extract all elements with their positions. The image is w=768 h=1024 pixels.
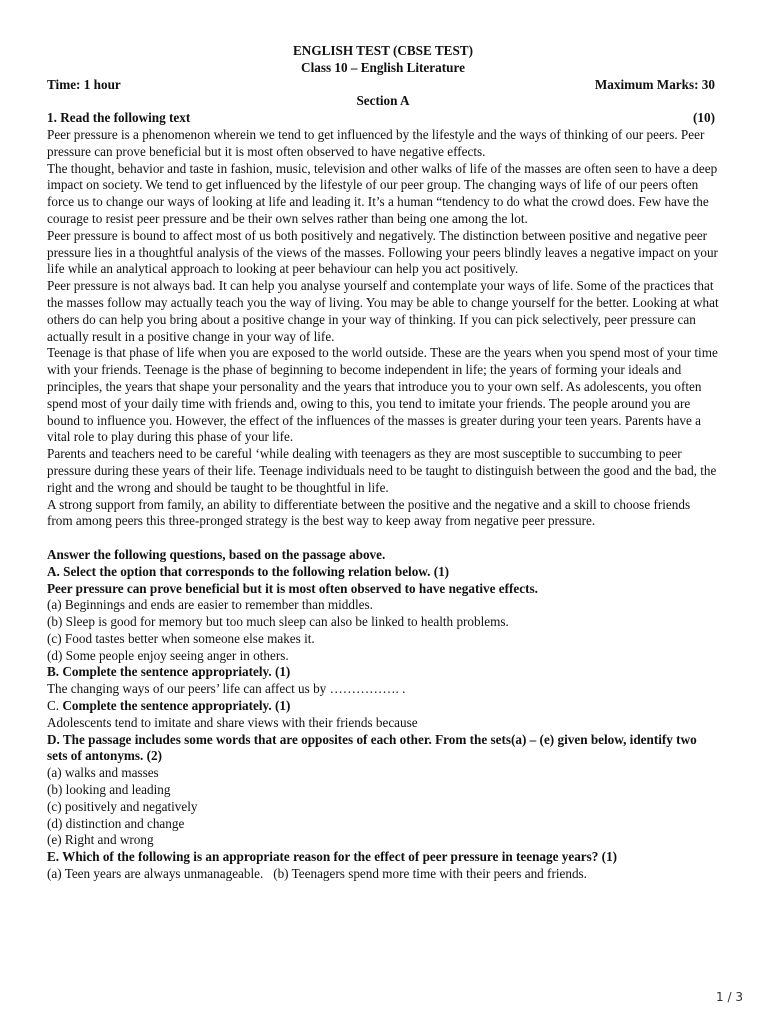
question-1-label: 1. Read the following text <box>47 110 191 126</box>
max-marks-label: Maximum Marks: 30 <box>594 76 715 92</box>
passage-paragraph: A strong support from family, an ability to differentiate between the positive and the negative and a skill to choose friends from among peers this three-pronged strategy is the best way to keep away from negative peer pressure. <box>47 496 691 529</box>
question-a-option: (d) Some people enjoy seeing anger in others. <box>47 647 289 663</box>
question-1-marks: (10) <box>693 110 715 126</box>
question-b-prompt: B. Complete the sentence appropriately. (1) <box>47 664 291 680</box>
question-d-option: (a) walks and masses <box>47 765 159 781</box>
question-a-quote: Peer pressure can prove beneficial but it is most often observed to have negative effects. <box>47 580 538 596</box>
question-e-options: (a) Teen years are always unmanageable. (b) Teenagers spend more time with their peers and friends. <box>47 866 587 882</box>
question-c-prompt <box>47 698 719 715</box>
passage-paragraph: Peer pressure is not always bad. It can help you analyse yourself and contemplate your ways of life. Some of the practices that the masses follow may actually teach you the way of living. You may be able to change yourself for the better. Looking at what others do can help you bring about a positive change in your way of thinking. If you can pick selectively, peer pressure can actually result in a positive change in your way of life. <box>47 278 719 344</box>
question-1-heading <box>47 110 719 127</box>
question-a-option: (c) Food tastes better when someone else makes it. <box>47 630 315 646</box>
question-d-prompt: D. The passage includes some words that are opposites of each other. From the sets(a) – (e) given below, identify two sets of antonyms. (2) <box>47 731 697 764</box>
time-label: Time: 1 hour <box>47 76 121 92</box>
page-number: 1 / 3 <box>716 990 743 1004</box>
passage-paragraph: Peer pressure is bound to affect most of us both positively and negatively. The distinction between positive and negative peer pressure lies in a thoughtful analysis of the views of the masses. Following your peers blindly leaves a negative impact on your life while an analytical approach to looking at peer behaviour can help you act positively. <box>47 227 718 277</box>
time-marks-row <box>47 77 719 94</box>
question-c-marks: . (1) <box>268 698 291 714</box>
document-body <box>47 43 719 883</box>
section-heading: Section A <box>356 93 410 109</box>
question-c-instruction: Complete the sentence appropriately <box>62 698 269 714</box>
question-d-option: (b) looking and leading <box>47 782 171 798</box>
question-b-text: The changing ways of our peers’ life can affect us by ……………. . <box>47 681 406 697</box>
question-d-option: (c) positively and negatively <box>47 798 198 814</box>
passage-paragraph: Parents and teachers need to be careful ‘while dealing with teenagers as they are most susceptible to succumbing to peer pressure during these years of their life. Teenage individuals need to be taught to distinguish between the good and the bad, the right and the wrong and should be taught to be thoughtful in life. <box>47 446 717 495</box>
question-a-option: (b) Sleep is good for memory but too much sleep can also be linked to health problems. <box>47 614 509 630</box>
passage-paragraph: The thought, behavior and taste in fashion, music, television and other walks of life of the masses are often seen to have a deep impact on society. We tend to get influenced by the lifestyle of our peer group. The changing ways of life of our peers often force us to change our ways of looking at life and leading it. It’s a human “tendency to do what the crowd does. Few have the courage to resist peer pressure and be their own selves rather than being one among the lot. <box>47 160 718 226</box>
question-c-text: Adolescents tend to imitate and share views with their friends because <box>47 714 418 730</box>
test-title: ENGLISH TEST (CBSE TEST) <box>293 43 473 58</box>
question-d-option: (e) Right and wrong <box>47 832 154 848</box>
question-a-option: (a) Beginnings and ends are easier to remember than middles. <box>47 597 373 613</box>
question-d-option: (d) distinction and change <box>47 815 185 831</box>
questions-intro: Answer the following questions, based on the passage above. <box>47 546 386 562</box>
question-a-prompt: A. Select the option that corresponds to the following relation below. (1) <box>47 563 450 579</box>
spacer <box>47 530 719 547</box>
question-c-letter: C. <box>47 698 63 714</box>
class-subtitle: Class 10 – English Literature <box>301 59 465 75</box>
passage-paragraph: Teenage is that phase of life when you are exposed to the world outside. These are the years when you spend most of your time with your friends. Teenage is the phase of beginning to become independent in life; the years of forming your ideals and principles, the years that shape your personality and the years that introduce you to your own self. As adolescents, you often spend most of your daily time with friends and, owing to this, you tend to imitate your friends. The people around you are bound to influence you. However, the effect of the influences of the masses is greater during your teen years. Parents have a vital role to play during this phase of your life. <box>47 345 718 445</box>
question-e-prompt: E. Which of the following is an appropriate reason for the effect of peer pressure in teenage years? (1) <box>47 849 618 865</box>
passage-paragraph: Peer pressure is a phenomenon wherein we tend to get influenced by the lifestyle and the ways of thinking of our peers. Peer pressure can prove beneficial but it is most often observed to have negative effects. <box>47 126 705 159</box>
